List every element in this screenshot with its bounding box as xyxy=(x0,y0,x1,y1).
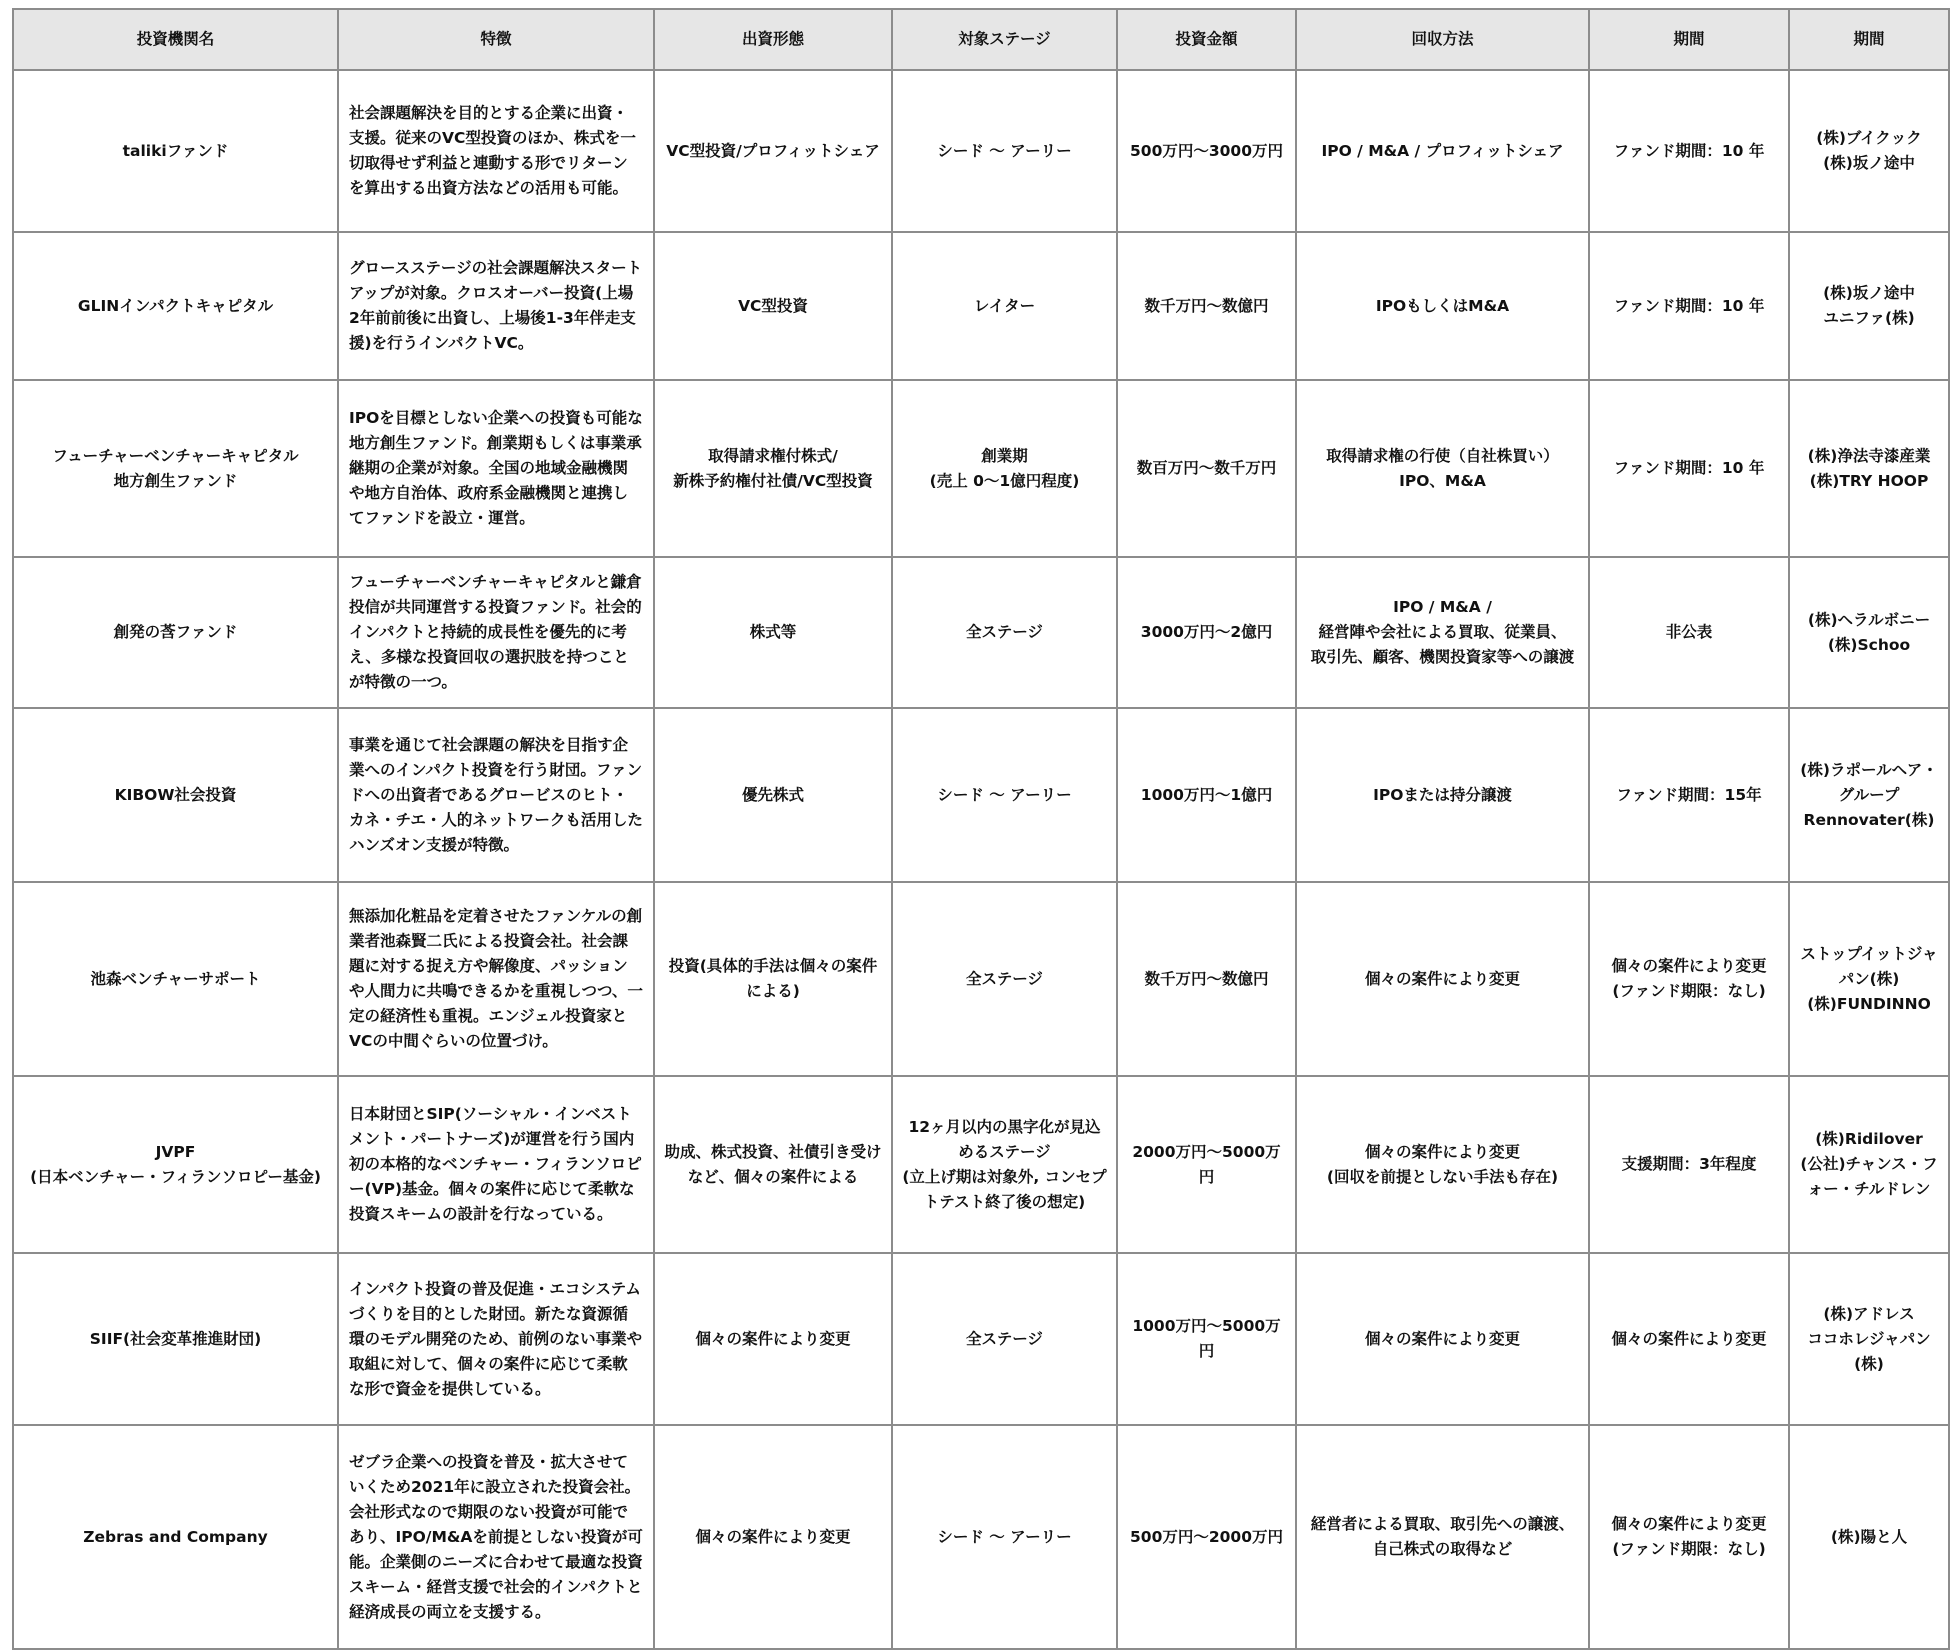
cell-institution: GLINインパクトキャピタル xyxy=(13,232,338,380)
header-features: 特徴 xyxy=(338,9,654,70)
cell-period: 個々の案件により変更 xyxy=(1589,1253,1789,1425)
cell-target-stage: シード 〜 アーリー xyxy=(892,70,1117,232)
cell-portfolio: (株)陽と人 xyxy=(1789,1425,1949,1649)
cell-investment-form: 株式等 xyxy=(654,557,892,708)
cell-exit-method: IPO / M&A / プロフィットシェア xyxy=(1296,70,1589,232)
cell-features: フューチャーベンチャーキャピタルと鎌倉投信が共同運営する投資ファンド。社会的インパクトと持続的成長性を優先的に考え、多様な投資回収の選択肢を持つことが特徴の一つ。 xyxy=(338,557,654,708)
header-investment-form: 出資形態 xyxy=(654,9,892,70)
cell-amount: 2000万円〜5000万円 xyxy=(1117,1076,1296,1253)
header-period-2: 期間 xyxy=(1789,9,1949,70)
cell-target-stage: 創業期 (売上 0〜1億円程度) xyxy=(892,380,1117,557)
cell-target-stage: レイター xyxy=(892,232,1117,380)
cell-target-stage: 全ステージ xyxy=(892,557,1117,708)
cell-exit-method: IPOもしくはM&A xyxy=(1296,232,1589,380)
cell-investment-form: 投資(具体的手法は個々の案件による) xyxy=(654,882,892,1076)
table-row xyxy=(13,380,1949,557)
table-row xyxy=(13,232,1949,380)
cell-exit-method: 取得請求権の行使（自社株買い） IPO、M&A xyxy=(1296,380,1589,557)
cell-target-stage: シード 〜 アーリー xyxy=(892,708,1117,882)
header-row xyxy=(13,9,1949,70)
cell-institution: 創発の莟ファンド xyxy=(13,557,338,708)
header-amount: 投資金額 xyxy=(1117,9,1296,70)
cell-portfolio: (株)アドレス ココホレジャパン(株) xyxy=(1789,1253,1949,1425)
cell-features: ゼブラ企業への投資を普及・拡大させていくため2021年に設立された投資会社。会社形式なので期限のない投資が可能であり、IPO/M&Aを前提としない投資が可能。企業側のニーズに合わせて最適な投資スキーム・経営支援で社会的インパクトと経済成長の両立を支援する。 xyxy=(338,1425,654,1649)
cell-portfolio: (株)Ridilover (公社)チャンス・フォー・チルドレン xyxy=(1789,1076,1949,1253)
cell-period: ファンド期間：15年 xyxy=(1589,708,1789,882)
investment-table xyxy=(12,8,1950,1650)
cell-portfolio: (株)浄法寺漆産業 (株)TRY HOOP xyxy=(1789,380,1949,557)
cell-investment-form: 個々の案件により変更 xyxy=(654,1425,892,1649)
cell-features: IPOを目標としない企業への投資も可能な地方創生ファンド。創業期もしくは事業承継期の企業が対象。全国の地域金融機関や地方自治体、政府系金融機関と連携してファンドを設立・運営。 xyxy=(338,380,654,557)
cell-features: 無添加化粧品を定着させたファンケルの創業者池森賢二氏による投資会社。社会課題に対する捉え方や解像度、パッションや人間力に共鳴できるかを重視しつつ、一定の経済性も重視。エンジェル投資家とVCの中間ぐらいの位置づけ。 xyxy=(338,882,654,1076)
cell-target-stage: 12ヶ月以内の黒字化が見込めるステージ (立上げ期は対象外, コンセプトテスト終了後の想定) xyxy=(892,1076,1117,1253)
cell-period: 個々の案件により変更 (ファンド期限：なし) xyxy=(1589,1425,1789,1649)
cell-exit-method: IPO / M&A / 経営陣や会社による買取、従業員、 取引先、顧客、機関投資家等への譲渡 xyxy=(1296,557,1589,708)
cell-features: グロースステージの社会課題解決スタートアップが対象。クロスオーバー投資(上場2年前前後に出資し、上場後1-3年伴走支援)を行うインパクトVC。 xyxy=(338,232,654,380)
cell-features: 日本財団とSIP(ソーシャル・インベストメント・パートナーズ)が運営を行う国内初の本格的なベンチャー・フィランソロピー(VP)基金。個々の案件に応じて柔軟な投資スキームの設計を行なっている。 xyxy=(338,1076,654,1253)
table-row xyxy=(13,557,1949,708)
cell-amount: 500万円〜2000万円 xyxy=(1117,1425,1296,1649)
header-target-stage: 対象ステージ xyxy=(892,9,1117,70)
cell-period: 個々の案件により変更 (ファンド期限：なし) xyxy=(1589,882,1789,1076)
cell-exit-method: 経営者による買取、取引先への譲渡、 自己株式の取得など xyxy=(1296,1425,1589,1649)
cell-exit-method: 個々の案件により変更 xyxy=(1296,1253,1589,1425)
cell-portfolio: ストップイットジャパン(株) (株)FUNDINNO xyxy=(1789,882,1949,1076)
cell-period: ファンド期間：10 年 xyxy=(1589,70,1789,232)
cell-investment-form: VC型投資/プロフィットシェア xyxy=(654,70,892,232)
cell-amount: 数千万円〜数億円 xyxy=(1117,232,1296,380)
table-body xyxy=(13,70,1949,1649)
table-header xyxy=(13,9,1949,70)
cell-features: 事業を通じて社会課題の解決を目指す企業へのインパクト投資を行う財団。ファンドへの出資者であるグロービスのヒト・カネ・チエ・人的ネットワークも活用したハンズオン支援が特徴。 xyxy=(338,708,654,882)
cell-institution: 池森ベンチャーサポート xyxy=(13,882,338,1076)
cell-investment-form: 個々の案件により変更 xyxy=(654,1253,892,1425)
cell-amount: 数千万円〜数億円 xyxy=(1117,882,1296,1076)
cell-institution: KIBOW社会投資 xyxy=(13,708,338,882)
header-exit-method: 回収方法 xyxy=(1296,9,1589,70)
cell-institution: SIIF(社会変革推進財団) xyxy=(13,1253,338,1425)
cell-period: 支援期間：3年程度 xyxy=(1589,1076,1789,1253)
cell-target-stage: シード 〜 アーリー xyxy=(892,1425,1117,1649)
cell-amount: 1000万円〜1億円 xyxy=(1117,708,1296,882)
cell-amount: 3000万円〜2億円 xyxy=(1117,557,1296,708)
cell-institution: フューチャーベンチャーキャピタル 地方創生ファンド xyxy=(13,380,338,557)
cell-portfolio: (株)ラポールヘア・グループ Rennovater(株) xyxy=(1789,708,1949,882)
cell-portfolio: (株)坂ノ途中 ユニファ(株) xyxy=(1789,232,1949,380)
cell-exit-method: 個々の案件により変更 xyxy=(1296,882,1589,1076)
header-institution: 投資機関名 xyxy=(13,9,338,70)
cell-features: インパクト投資の普及促進・エコシステムづくりを目的とした財団。新たな資源循環のモデル開発のため、前例のない事業や取組に対して、個々の案件に応じて柔軟な形で資金を提供している。 xyxy=(338,1253,654,1425)
cell-target-stage: 全ステージ xyxy=(892,1253,1117,1425)
cell-portfolio: (株)ブイクック (株)坂ノ途中 xyxy=(1789,70,1949,232)
table-row xyxy=(13,708,1949,882)
cell-amount: 数百万円〜数千万円 xyxy=(1117,380,1296,557)
cell-investment-form: VC型投資 xyxy=(654,232,892,380)
cell-amount: 1000万円〜5000万円 xyxy=(1117,1253,1296,1425)
table-row xyxy=(13,882,1949,1076)
table-row xyxy=(13,1425,1949,1649)
cell-portfolio: (株)ヘラルボニー (株)Schoo xyxy=(1789,557,1949,708)
cell-period: 非公表 xyxy=(1589,557,1789,708)
cell-exit-method: 個々の案件により変更 (回収を前提としない手法も存在) xyxy=(1296,1076,1589,1253)
cell-investment-form: 優先株式 xyxy=(654,708,892,882)
cell-target-stage: 全ステージ xyxy=(892,882,1117,1076)
cell-amount: 500万円〜3000万円 xyxy=(1117,70,1296,232)
cell-investment-form: 助成、株式投資、社債引き受けなど、個々の案件による xyxy=(654,1076,892,1253)
table-row xyxy=(13,1076,1949,1253)
cell-period: ファンド期間：10 年 xyxy=(1589,380,1789,557)
cell-institution: talikiファンド xyxy=(13,70,338,232)
cell-institution: Zebras and Company xyxy=(13,1425,338,1649)
table-row xyxy=(13,70,1949,232)
cell-period: ファンド期間：10 年 xyxy=(1589,232,1789,380)
header-period: 期間 xyxy=(1589,9,1789,70)
cell-exit-method: IPOまたは持分譲渡 xyxy=(1296,708,1589,882)
table-row xyxy=(13,1253,1949,1425)
cell-institution: JVPF (日本ベンチャー・フィランソロピー基金) xyxy=(13,1076,338,1253)
cell-investment-form: 取得請求権付株式/ 新株予約権付社債/VC型投資 xyxy=(654,380,892,557)
cell-features: 社会課題解決を目的とする企業に出資・支援。従来のVC型投資のほか、株式を一切取得せず利益と連動する形でリターンを算出する出資方法などの活用も可能。 xyxy=(338,70,654,232)
